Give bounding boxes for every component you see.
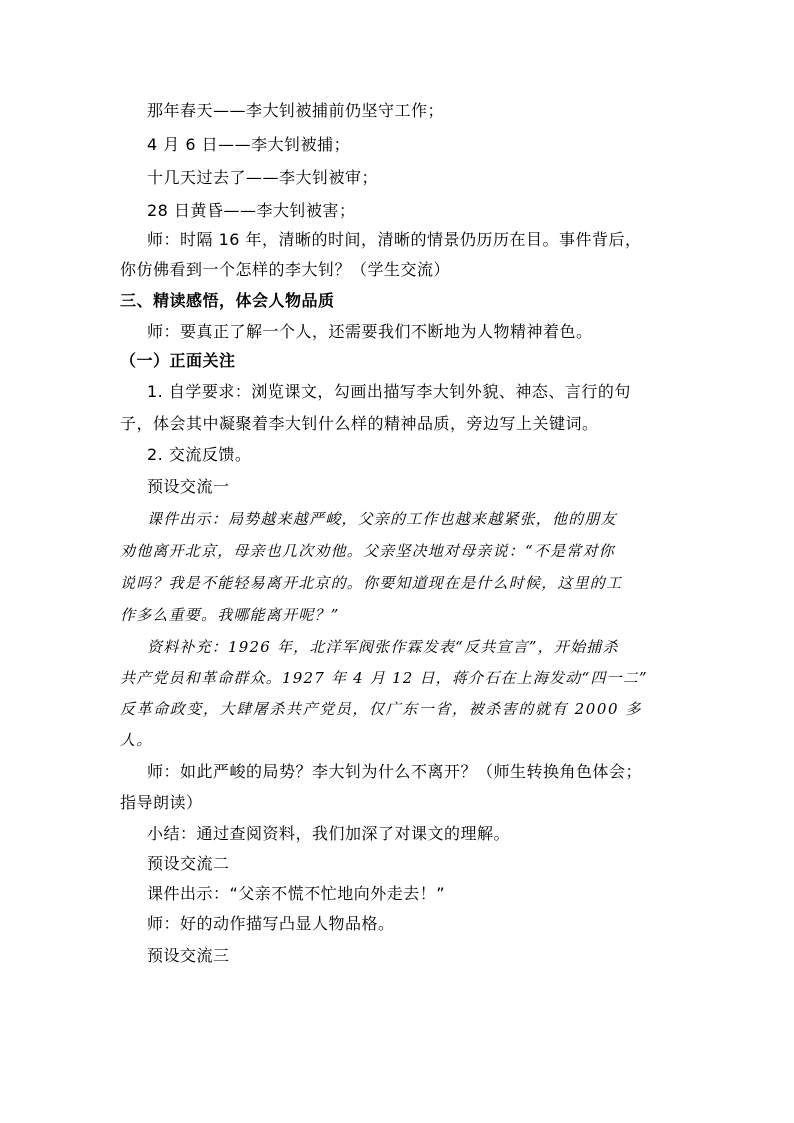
text-line: 师：要真正了解一个人，还需要我们不断地为人物精神着色。 [147,322,593,341]
text-line: 预设交流三 [147,946,230,965]
quoted-text-line: 作多么重要。我哪能离开呢？” [120,606,340,624]
text-line: 那年春天——李大钊被捕前仍坚守工作； [147,101,445,120]
text-line: 28 日黄昏——李大钊被害； [147,201,356,220]
quoted-text-line: 共产党员和革命群众。1927 年 4 月 12 日，蒋介石在上海发动“四一二” [120,669,648,687]
section-heading: 三、精读感悟，体会人物品质 [120,291,335,310]
quoted-text-line: 资料补充：1926 年，北洋军阀张作霖发表“反共宣言”，开始捕杀 [147,638,619,656]
text-line: 预设交流一 [147,477,230,496]
quoted-text-line: 课件出示：局势越来越严峻，父亲的工作也越来越紧张，他的朋友 [147,510,617,528]
text-line: 小结：通过查阅资料，我们加深了对课文的理解。 [147,824,511,843]
text-line: 你仿佛看到一个怎样的李大钊？（学生交流） [120,260,451,279]
text-line: 2. 交流反馈。 [147,445,252,464]
quoted-text-line: 反革命政变，大肆屠杀共产党员，仅广东一省，被杀害的就有 2000 多 [120,700,643,718]
quoted-text-line: 说吗？我是不能轻易离开北京的。你要知道现在是什么时候，这里的工 [120,574,623,592]
text-line: 1. 自学要求：浏览课文，勾画出描写李大钊外貌、神态、言行的句 [147,382,631,401]
text-line: 师：好的动作描写凸显人物品格。 [147,914,395,933]
text-line: 课件出示：“父亲不慌不忙地向外走去！” [147,884,446,903]
text-line: 师：如此严峻的局势？李大钊为什么不离开？（师生转换角色体会； [147,762,643,781]
quoted-text-line: 劝他离开北京，母亲也几次劝他。父亲坚决地对母亲说：“不是常对你 [120,542,615,560]
text-line: 十几天过去了——李大钊被审； [147,168,379,187]
subsection-heading: （一）正面关注 [120,351,236,370]
quoted-text-line: 人。 [120,731,153,749]
text-line: 预设交流二 [147,854,230,873]
text-line: 师：时隔 16 年，清晰的时间，清晰的情景仍历历在目。事件背后， [147,230,642,249]
text-line: 指导朗读） [120,793,203,812]
text-line: 子，体会其中凝聚着李大钊什么样的精神品质，旁边写上关键词。 [120,414,599,433]
text-line: 4 月 6 日——李大钊被捕； [147,135,351,154]
